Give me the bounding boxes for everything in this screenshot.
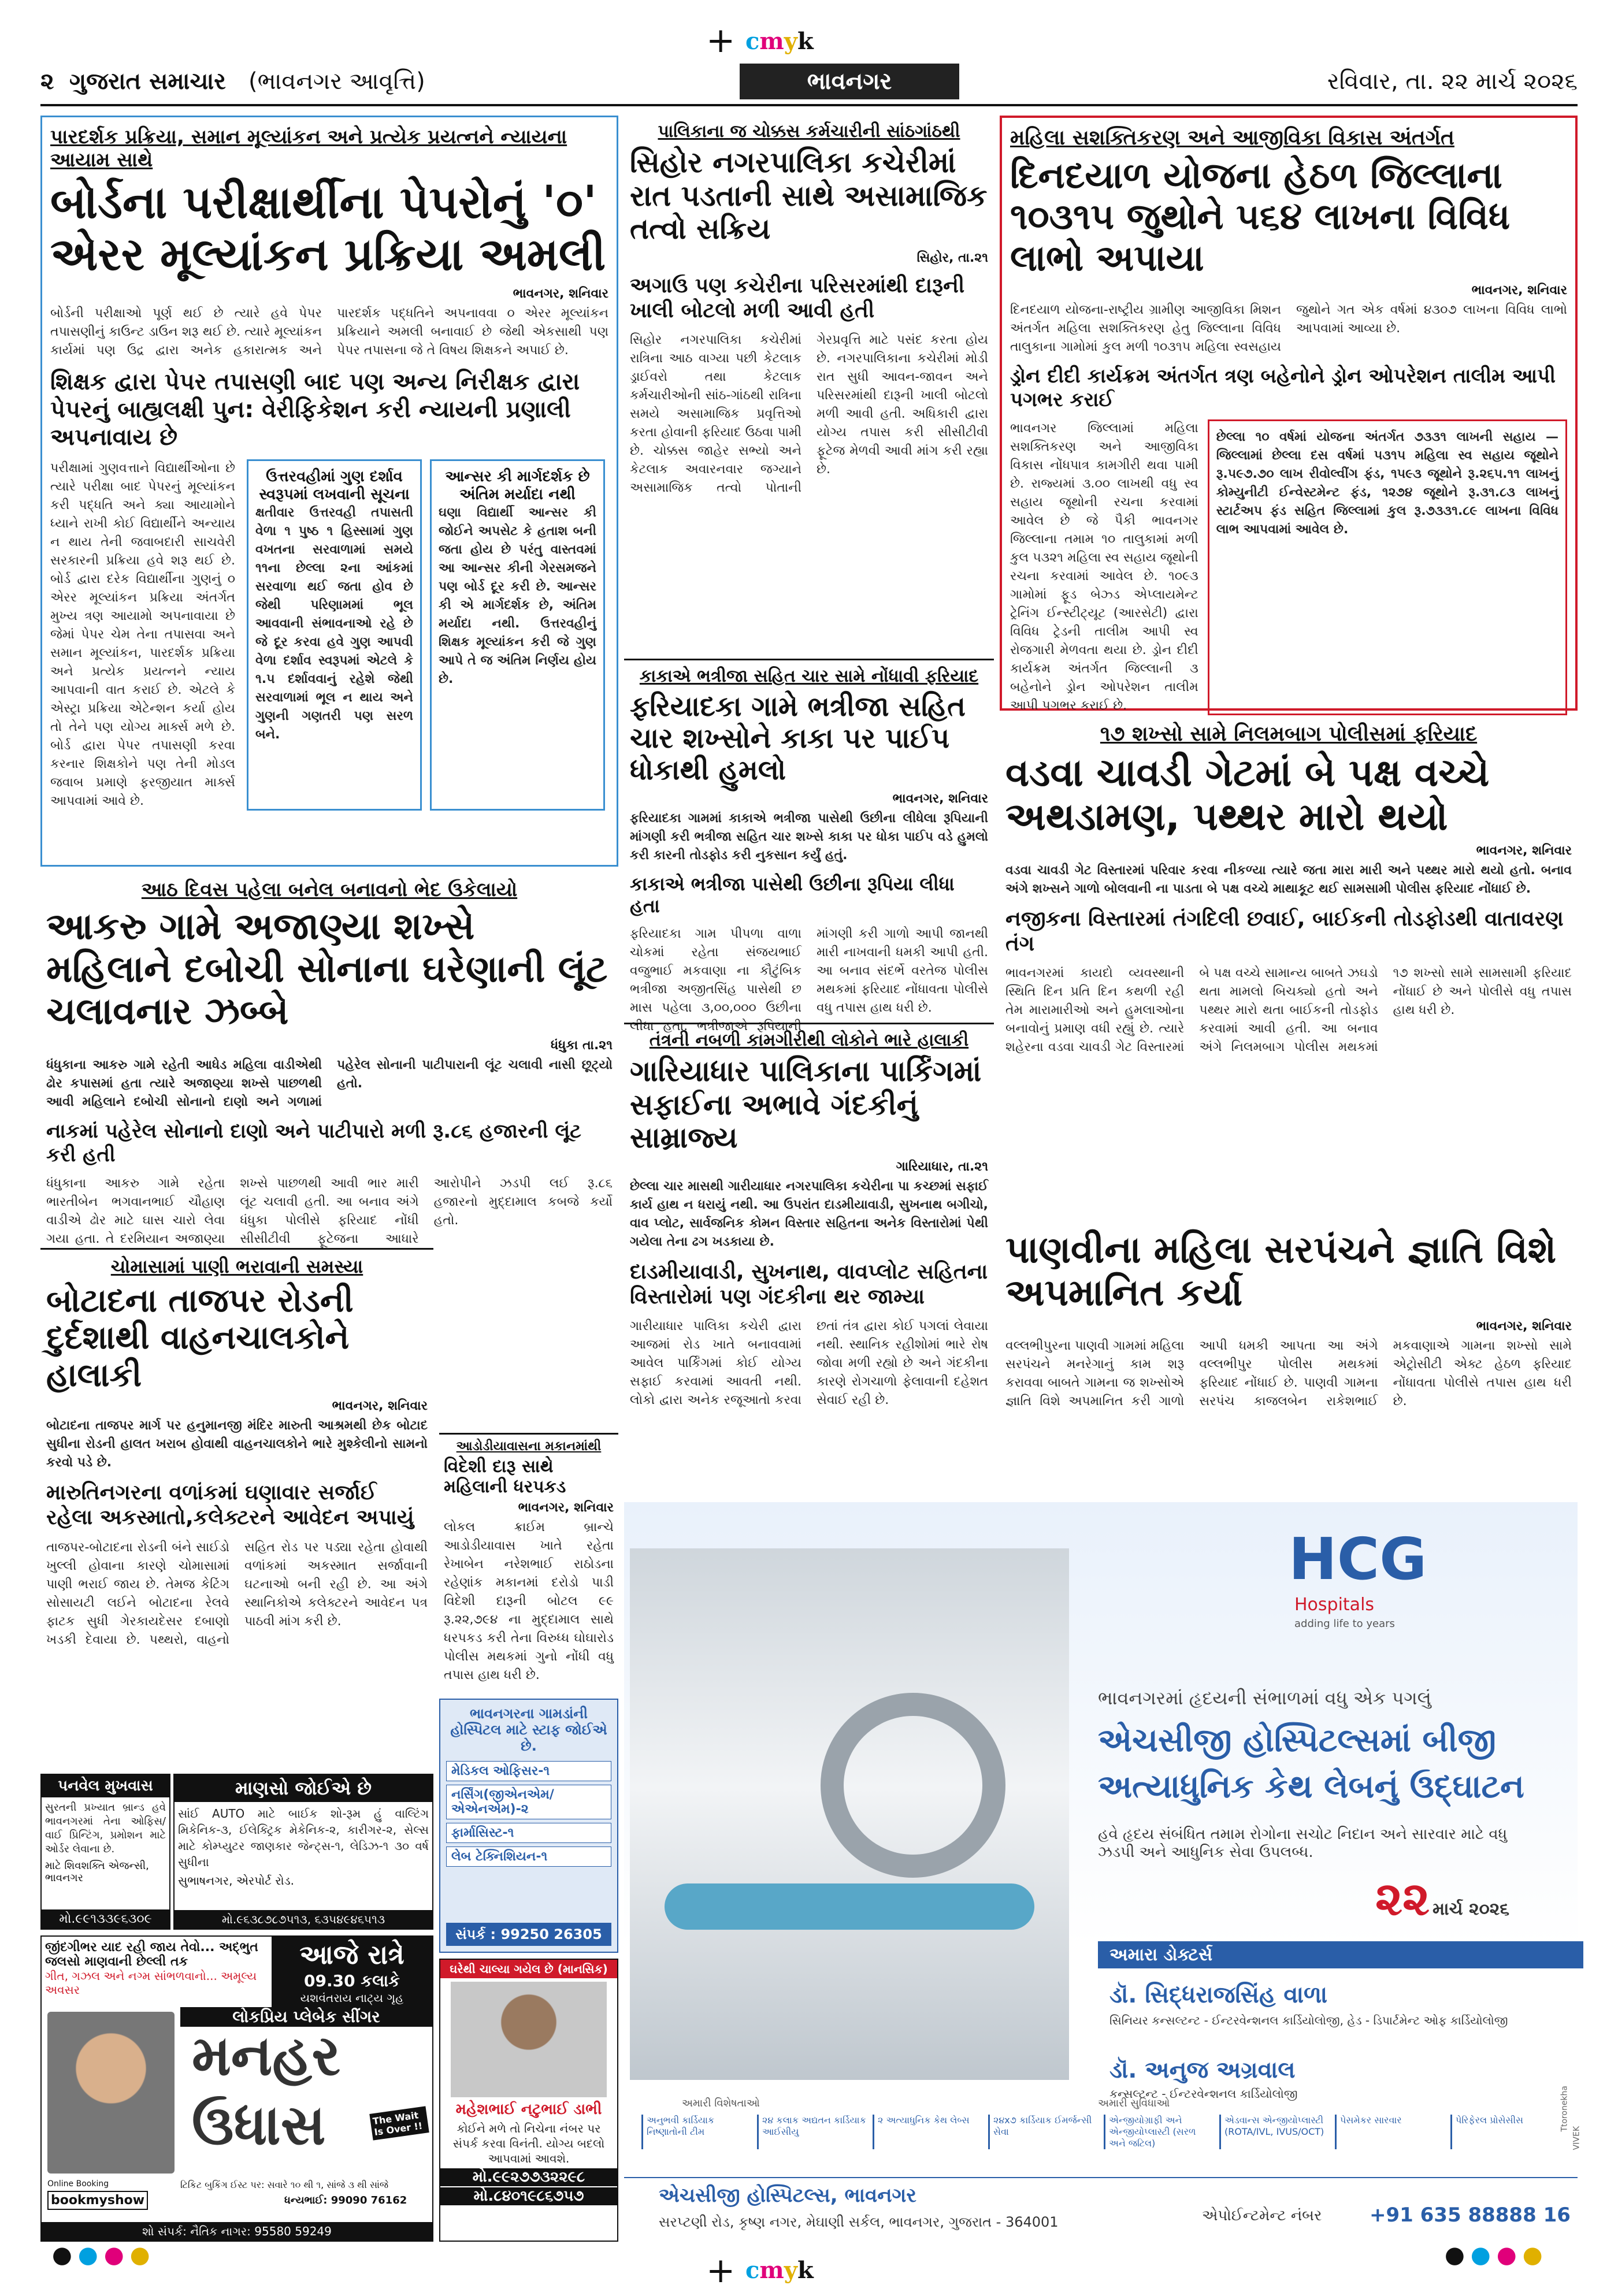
- story-liquor-arrest: [439, 1433, 618, 1693]
- dateline: ભાવનગર, શનિવાર: [518, 1500, 614, 1515]
- story-lead: ફરિયાદકા ગામમાં કાકાએ ભત્રીજા પાસેથી ઉછીના લીધેલા રૂપિયાની માંગણી કરી ભત્રીજા સહિત ચાર શખ્સે કાકા પર ધોકા પાઈપ વડે હુમલો કરી કારની તોડફોડ કરી નુકસાન કર્યું હતું.: [630, 811, 988, 863]
- hcg-facilities-label: અમારી સુવિધાઓ: [1098, 2097, 1170, 2109]
- aid-inset-box: [1208, 419, 1567, 715]
- missing-phone-1: મો.૯૯૨૭૭૩૨૨૯૮: [440, 2168, 617, 2186]
- story-headline: દિનદયાળ યોજના હેઠળ જિલ્લાના ૧૦૩૧૫ જુથોને ૫૬૪ લાખના વિવિધ લાભો અપાયા: [1010, 154, 1511, 279]
- concert-sub: ગીત, ગઝલ અને નગ્મ સાંભળવાનો... અમૂલ્ય અવસર: [45, 1969, 257, 1997]
- missing-photo: [451, 1982, 607, 2097]
- ad-title: ઘરેથી ચાલ્યા ગયેલ છે (માનસિક): [440, 1960, 617, 1978]
- hcg-date: [1375, 1872, 1509, 1926]
- hcg-feature-item: ૨૪ કલાક અદ્યતન કાર્ડિયાક આઈસીયુ: [757, 2115, 867, 2149]
- hcg-feature-item: એન્જીયોગ્રાફી અને એન્જીયોપ્લાસ્ટી (સરળ અને જટિલ): [1104, 2115, 1214, 2149]
- info-box-body: ઘણા વિદ્યાર્થી આન્સર કી જોઈને અપસેટ કે હતાશ બની જતા હોય છે પરંતુ વાસ્તવમાં આ આન્સર કીની ગેરસમજને પણ બોર્ડ દૂર કરી છે. આન્સર કી એ માર્ગદર્શક છે, અંતિમ મર્યાદા નથી. ઉત્તરવહીનું શિક્ષક મૂલ્યાંકન કરી જે ગુણ આપે તે જ અંતિમ નિર્ણય હોય છે.: [439, 506, 596, 687]
- hcg-date-rest: માર્ચ ૨૦૨૬: [1433, 1899, 1510, 1919]
- date-label: રવિવાર, તા. ૨૨ માર્ચ ૨૦૨૬: [1327, 68, 1578, 95]
- story-panavi-sarpanch: [1000, 1219, 1578, 1496]
- hcg-logo: HCG: [1289, 1525, 1427, 1593]
- hcg-doc-1: ડૉ. સિદ્ધરાજસિંહ વાળા: [1109, 1982, 1328, 2008]
- dateline: સિહોર, તા.૨૧: [916, 250, 988, 265]
- hcg-feature-item: એડવાન્સ એન્જીયોપ્લાસ્ટી (ROTA/IVL, IVUS/OCT): [1219, 2115, 1329, 2149]
- story-kicker: પારદર્શક પ્રક્રિયા, સમાન મૂલ્યાંકન અને પ્રત્યેક પ્રયત્નને ન્યાયના આયામ સાથે: [50, 125, 567, 172]
- color-dots-left: ●●●●: [52, 2242, 156, 2268]
- dateline: ભાવનગર, શનિવાર: [332, 1399, 428, 1414]
- story-body: ફરિયાદકા ગામ પીપળા વાળા ચોકમાં રહેતા સંજયભાઈ વજુભાઈ મકવાણા ના કૌટુંબિક ભત્રીજા અજીતસિંહ પાસેથી છ માસ પહેલા ૩,૦૦,૦૦૦ ઉછીના લીધા હતા. ભત્રીજાએ રૂપિયાની માંગણી કરી ગાળો આપી જાનથી મારી નાખવાની ધમકી આપી હતી. આ બનાવ સંદર્ભે વરતેજ પોલીસ મથકમાં ફરિયાદ નોંધાવતા પોલીસે વધુ તપાસ હાથ ધરી છે.: [630, 927, 988, 1034]
- ad-staff-item: મેડિકલ ઓફિસર-૧: [446, 1761, 611, 1781]
- story-subhead: ડ્રોન દીદી કાર્યક્રમ અંતર્ગત ત્રણ બહેનોને ડ્રોન ઓપરેશન તાલીમ આપી પગભર કરાઈ: [1010, 364, 1556, 411]
- story-lead: બોટાદના તાજપર માર્ગ પર હનુમાનજી મંદિર મારુતી આશ્રમથી છેક બોટાદ સુધીના રોડની હાલત ખરાબ હોવાથી વાહનચાલકોને ભારે મુશ્કેલીનો સામનો કરવો પડે છે.: [46, 1418, 428, 1470]
- cath-lab-table: [665, 1883, 1034, 1930]
- story-headline: ફરિયાદકા ગામે ભત્રીજા સહિત ચાર શખ્સોને કાકા પર પાઈપ ધોકાથી હુમલો: [630, 690, 966, 787]
- hcg-doc-2-role: કન્સલ્ટન્ટ - ઈન્ટરવેન્શનલ કાર્ડિયોલોજી: [1109, 2087, 1298, 2101]
- story-headline: ગારિયાધાર પાલિકાના પાર્કિંગમાં સફાઈના અભાવે ગંદકીનું સામ્રાજ્ય: [630, 1054, 982, 1154]
- hcg-feature-row: [641, 2115, 1560, 2149]
- cath-lab-image: [630, 1548, 1069, 2080]
- hcg-address: સરપ્ટણી રોડ, કૃષ્ણ નગર, મેઘાણી સર્કલ, ભાવનગર, ગુજરાત - 364001: [659, 2214, 1059, 2230]
- story-headline: પાણવીના મહિલા સરપંચને જ્ઞાતિ વિશે અપમાનિત કર્યા: [1005, 1229, 1557, 1314]
- story-body: લોકલ ક્રાઈમ બ્રાન્ચે આડોડીયાવાસ ખાતે રહેતા રેખાબેન નરેશભાઈ રાઠોડના રહેણાંક મકાનમાં દરોડો પાડી વિદેશી દારૂની બોટલ ૯૯ રૂ.૨૨,૭૯૪ ના મુદ્દામાલ સાથે ધરપકડ કરી તેના વિરુધ્ધ ઘોઘારોડ પોલીસ મથકમાં ગુનો નોંધી વધુ તપાસ હાથ ધરી છે.: [444, 1520, 614, 1682]
- story-subhead: શિક્ષક દ્વારા પેપર તપાસણી બાદ પણ અન્ય નિરીક્ષક દ્વારા પેપરનું બાહ્યલક્ષી પુન: વેરીફિકેશન કરી ન્યાયની પ્રણાલી અપનાવાય છે: [50, 369, 580, 451]
- singer-photo: [47, 2012, 175, 2174]
- concert-tonight: આજે રાત્રે: [299, 1939, 404, 1970]
- hcg-tagline: adding life to years: [1294, 1618, 1395, 1630]
- story-subhead: દાડમીયાવાડી, સુખનાથ, વાવપ્લોટ સહિતના વિસ્તારોમાં પણ ગંદકીના થર જામ્યા: [630, 1260, 988, 1309]
- story-board-exam: [40, 116, 618, 867]
- ad-body: સાંઈ AUTO માટે બાઈક શો-રૂમ હું વાલ્ટિંગ મિકેનિક-૩, ઈલેક્ટ્રિક મેકેનિક-૨, કારીગર-૨, સેલ્સ માટે કોમ્પ્યુટર જાણકાર જેન્ટ્સ-૧, લેડિઝ-૧ ૩૦ વર્ષ સુધીના: [178, 1807, 429, 1869]
- ad-staff-item: નર્સિંગ(જીએનએમ/એએનએમ)-૨: [446, 1785, 611, 1819]
- ad-mukhvas: [40, 1774, 170, 1930]
- dateline: ગારિયાધાર, તા.૨૧: [896, 1159, 988, 1174]
- booking-label: Online Booking: [47, 2179, 109, 2189]
- story-kicker: મહિલા સશક્તિકરણ અને આજીવિકા વિકાસ અંતર્ગત: [1010, 126, 1454, 150]
- story-kicker: આઠ દિવસ પહેલા બનેલ બનાવનો ભેદ ઉકેલાયો: [141, 878, 518, 901]
- story-subhead: કાકાએ ભત્રીજા પાસેથી ઉછીના રૂપિયા લીધા હતા: [630, 872, 955, 917]
- hcg-feature-item: અનુભવી કાર્ડિયાક નિષ્ણાતોની ટીમ: [641, 2115, 751, 2149]
- story-body: વલ્લભીપુરના પાણવી ગામમાં મહિલા સરપંચને મનરેગાનું કામ શરૂ કરાવવા બાબતે ગામના જ શખ્સોએ જ્ઞાતિ વિશે અપમાનિત કરી ગાળો આપી ધમકી આપતા આ અંગે વલ્લભીપુર પોલીસ મથકમાં ફરિયાદ નોંધાઈ છે. પાણવી ગામના સરપંચ કાજલબેન રાકેશભાઈ મકવાણાએ ગામના શખ્સો સામે એટ્રોસીટી એક્ટ હેઠળ ફરિયાદ નોંધાવતા પોલીસે તપાસ હાથ ધરી છે.: [1005, 1339, 1572, 1409]
- hcg-features-label: અમારી વિશેષતાઓ: [682, 2097, 760, 2109]
- ad-title: પનવેલ મુખવાસ: [42, 1775, 169, 1797]
- cmyk-mark-top: cmyk: [745, 28, 814, 55]
- ad-staff-item: ફાર્માસિસ્ટ-૧: [446, 1823, 611, 1843]
- concert-ticket: ટિકિટ બુકિંગ ઈસ્ટ પર: સવારે ૧૦ થી ૧, સાંજે ૩ થી સાંજે: [180, 2179, 389, 2190]
- story-lead: ધંધુકાના આકરુ ગામે રહેતી આધેડ મહિલા વાડીએથી ઢોર કપાસમાં હતા ત્યારે અજાણ્યા શખ્સે પાછળથી આવી મહિલાને દબોચી સોનાનો દાણો અને ગળામાં પહેરેલ સોનાની પાટીપારાની લૂંટ ચલાવી નાસી છૂટ્યો હતો.: [46, 1057, 613, 1109]
- story-subhead: મારુતિનગરના વળાંકમાં ઘણાવાર સર્જાઈ રહેલા અકસ્માતો,કલેક્ટરને આવેદન અપાયું: [46, 1481, 414, 1530]
- story-lead: બોર્ડની પરીક્ષાઓ પૂર્ણ થઈ છે ત્યારે હવે પેપર તપાસણીનું કાઉન્ટ ડાઉન શરૂ થઈ છે. ત્યારે મૂલ્યાંકન કાર્યમાં પણ ઉદ્ર દ્વારા અનેક હકારાત્મક અને પારદર્શક પદ્ધતિને અપનાવવા ૦ એરર મૂલ્યાંકન પ્રક્રિયાને અમલી બનાવાઈ છે જેથી એકસાથી પણ પેપર તપાસના જે તે વિષય શિક્ષકને અપાઈ છે.: [50, 306, 608, 358]
- ad-concert: [40, 1935, 433, 2242]
- info-box-answer-key: [430, 459, 605, 811]
- story-body: પરીક્ષામાં ગુણવત્તાને વિદ્યાર્થીઓના છે ત્યારે પરીક્ષા બાદ પેપરનું મૂલ્યાંકન કરી પદ્ધતિ અને ક્યા આયામોને ધ્યાને રાખી કોઈ વિદ્યાર્થીને અન્યાય ન થાય તેની જવાબદારી સાચવેરી સરકારની પ્રક્રિયા હવે શરૂ થઈ છે. બોર્ડ દ્વારા દરેક વિદ્યાર્થીના ગુણનું ૦ એરર મૂલ્યાંકન પ્રક્રિયા અંતર્ગત મુખ્ય ત્રણ આયામો અપનાવાયા છે જેમાં પેપર ચેમ તેના તપાસવા અને સમાન મૂલ્યાંકન, પારદર્શક પ્રક્રિયા અને પ્રત્યેક પ્રયત્નને ન્યાય આપવાની વાત કરાઈ છે. એટલે કે એસ્ટ્રા પ્રક્રિયા એટેન્શન કર્યા હોય તો તેને પણ યોગ્ય માર્ક્સ મળે છે. બોર્ડ દ્વારા પેપર તપાસણી કરવા કરનાર શિક્ષકોને પણ તેની મોડલ જવાબ પ્રમાણે ફરજીયાત માર્ક્સ આપવામાં આવે છે.: [50, 461, 235, 809]
- story-headline: બોટાદના તાજપર રોડની દુર્દશાથી વાહનચાલકોને હાલાકી: [46, 1282, 354, 1394]
- dateline: ભાવનગર, શનિવાર: [892, 791, 988, 806]
- story-body: સિહોર નગરપાલિકા કચેરીમાં રાત્રિના આઠ વાગ્યા પછી કેટલાક ડ્રાઈવરો તથા કેટલાક કર્મચારીઓની સાંઠ-ગાંઠથી રાત્રિના સમયે અસામાજિક પ્રવૃત્તિઓ કરતા હોવાની ફરિયાદ ઉઠવા પામી છે. ચોક્કસ જાહેર સભ્યો અને કેટલાક અવારનવાર જગ્યાને અસામાજિક તત્વો પોતાની ગેરપ્રવૃત્તિ માટે પસંદ કરતા હોય છે. નગરપાલિકાના કચેરીમાં મોડી રાત સુધી આવન-જાવન અને પરિસરમાંથી દારૂની ખાલી બોટલો મળી આવી હતી. અધિકારી દ્વારા યોગ્ય તપાસ કરી સીસીટીવી ફૂટેજ મેળવી આવી માંગ કરી રહ્યા છે.: [630, 332, 988, 495]
- dateline: ભાવનગર, શનિવાર: [513, 287, 608, 302]
- bookmyshow-logo[interactable]: bookmyshow: [47, 2191, 148, 2210]
- story-headline: સિહોર નગરપાલિકા કચેરીમાં રાત પડતાની સાથે અસામાજિક તત્વો સક્રિય: [630, 146, 988, 246]
- story-kicker: આડોડીયાવાસના મકાનમાંથી: [456, 1439, 602, 1454]
- page-header: [40, 64, 1578, 106]
- story-kicker: ૧૭ શખ્સો સામે નિલમબાગ પોલીસમાં ફરિયાદ: [1100, 722, 1478, 746]
- story-body: ભાવનગરમાં કાયદો વ્યવસ્થાની સ્થિતિ દિન પ્રતિ દિન કથળી રહી તેમ મારામારીઓ અને હુમલાઓના બનાવોનું પ્રમાણ વધી રહ્યું છે. ત્યારે શહેરના વડવા ચાવડી ગેટ વિસ્તારમાં બે પક્ષ વચ્ચે સામાન્ય બાબતે ઝઘડો થતા મામલો બિચક્યો હતો અને પથ્થર મારો થતા બાઈકની તોડફોડ કરવામાં આવી હતી. આ બનાવ અંગે નિલમબાગ પોલીસ મથકમાં ૧૭ શખ્સો સામે સામસામી ફરિયાદ નોંધાઈ છે અને પોલીસે વધુ તપાસ હાથ ધરી છે.: [1005, 966, 1572, 1055]
- story-lead: વડવા ચાવડી ગેટ વિસ્તારમાં પરિવાર કરવા નીકળ્યા ત્યારે જતા મારા મારી અને પથ્થર મારો થયો હતો. બનાવ અંગે શખ્સને ગાળો બોલવાની ના પાડતા બે પક્ષ વચ્ચે માથાકૂટ થઈ સામસામી પોલીસ ફરિયાદ નોંધાઈ છે.: [1005, 863, 1572, 896]
- ad-hospital-staff: [439, 1699, 618, 1953]
- story-subhead: નજીકના વિસ્તારમાં તંગદિલી છવાઈ, બાઈકની તોડફોડથી વાતાવરણ તંગ: [1005, 906, 1564, 956]
- concert-badge: The Wait Is Over !!: [369, 2106, 429, 2140]
- ad-body: સુરતની પ્રખ્યાત બ્રાન્ડ હવે ભાવનગરમાં તેના ઓફિસ/વાઈ પ્રિન્ટિંગ, પ્રમોશન માટે ઓર્ડર લેવાના છે.: [45, 1801, 166, 1855]
- dateline: ભાવનગર, શનિવાર: [1476, 1319, 1572, 1334]
- cath-lab-arm: [821, 1693, 1005, 1878]
- ad-hcg-hospital: [624, 1502, 1581, 2242]
- registration-mark-bottom: +: [706, 2250, 736, 2291]
- hcg-doc-1-role: સિનિયર કન્સલ્ટન્ટ - ઈન્ટરવેન્શનલ કાર્ડિયોલોજી, હેડ - ડિપાર્ટમેન્ટ ઓફ કાર્ડિયોલોજી: [1109, 2013, 1508, 2027]
- ad-address: માટે શિવશક્તિ એજન્સી, ભાવનગર: [45, 1860, 149, 1884]
- story-body: તાજપર-બોટાદના રોડની બંને સાઈડો ખુલ્લી હોવાના કારણે ચોમાસામાં પાણી ભરાઈ જાય છે. તેમજ કેટિંગ સોસાયટી લઈને બોટાદના રેલવે ફાટક સુધી ગેરકાયદેસર દબાણો ખડકી દેવાયા છે. પથ્થરો, વાહનો સહિત રોડ પર પડ્યા રહેતા હોવાથી વળાંકમાં અકસ્માત સર્જાવાની ઘટનાઓ બની રહી છે. આ અંગે સ્થાનિકોએ કલેક્ટરને આવેદન પત્ર પાઠવી માંગ કરી છે.: [46, 1540, 428, 1647]
- ad-phone: મો.૯૬૩૮૭૮૭૫૧૩, ૬૩૫૪૯૪૬૫૧૩: [175, 1910, 432, 1929]
- ad-jobs: [173, 1774, 433, 1930]
- hcg-line-4: હવે હૃદય સંબંધિત તમામ રોગોના સચોટ નિદાન અને સારવાર માટે વધુ ઝડપી અને આધુનિક સેવા ઉપલબ્ધ.: [1098, 1826, 1508, 1861]
- hcg-vertical-credit-2: VIVEK: [1572, 2126, 1581, 2150]
- story-dindayal-yojana: [1000, 116, 1578, 714]
- missing-name: મહેશભાઈ નટુભાઈ ડાભી: [455, 2101, 602, 2118]
- story-headline: વિદેશી દારૂ સાથે મહિલાની ધરપકડ: [444, 1457, 566, 1497]
- concert-time: 09.30 કલાકે: [303, 1971, 400, 1990]
- hcg-doctors-label: અમારા ડોક્ટર્સ: [1098, 1941, 1583, 1968]
- story-kicker: કાકાએ ભત્રીજા સહિત ચાર સામે નોંધાવી ફરિયાદ: [639, 666, 979, 686]
- section-label: ભાવનગર: [740, 64, 959, 99]
- ad-missing-person: [439, 1959, 618, 2242]
- story-headline: બોર્ડના પરીક્ષાર્થીના પેપરોનું '૦' એરર મૂલ્યાંકન પ્રક્રિયા અમલી: [50, 177, 606, 281]
- paper-name: ગુજરાત સમાચાર: [69, 68, 226, 95]
- story-lead: છેલ્લા ચાર માસથી ગારીયાધાર નગરપાલિકા કચેરીના પા કચ્છમાં સફાઈ કાર્ય હાથ ન ધરાયું નથી. આ ઉપરાંત દાડમીયાવાડી, સુખનાથ બગીચો, વાવ પ્લોટ, સાર્વજનિક કોમન વિસ્તાર સહિતના અનેક વિસ્તારોમાં પેથી ગયેલા તેના ઢગ ખડકાયા છે.: [630, 1179, 988, 1249]
- ad-title: ભાવનગરના ગામડાંની હોસ્પિટલ માટે સ્ટાફ જોઈએ છે.: [450, 1706, 607, 1754]
- dateline: ધંધુકા તા.૨૧: [550, 1038, 613, 1053]
- hcg-feature-item: પેરિફેરલ પ્રોસેસીસ: [1450, 2115, 1560, 2149]
- hcg-doc-2: ડૉ. અનુજ અગ્રવાલ: [1109, 2057, 1296, 2083]
- story-kicker: તંત્રની નબળી કામગીરીથી લોકોને ભારે હાલાકી: [649, 1030, 969, 1050]
- info-box-title: આન્સર કી માર્ગદર્શક છે અંતિમ મર્યાદા નથી: [445, 468, 590, 504]
- story-vadva-clash: [1000, 716, 1578, 1213]
- ad-staff-item: લેબ ટેક્નિશિયન-૧: [446, 1847, 611, 1867]
- dateline: ભાવનગર, શનિવાર: [1476, 843, 1572, 858]
- hcg-hospitals: Hospitals: [1294, 1595, 1375, 1615]
- story-body: ગારીયાધાર પાલિકા કચેરી દ્વારા આજમાં રોડ ખાતે બનાવવામાં આવેલ પાર્કિંગમાં કોઈ યોગ્ય સફાઈ કરવામાં આવતી નથી. લોકો દ્વારા અનેક રજૂઆતો કરવા છતાં તંત્ર દ્વારા કોઈ પગલાં લેવાયા નથી. સ્થાનિક રહીશોમાં ભારે રોષ જોવા મળી રહ્યો છે અને ગંદકીના કારણે રોગચાળો ફેલાવાની દહેશત સેવાઈ રહી છે.: [630, 1318, 988, 1407]
- aid-inset-text: છેલ્લા ૧૦ વર્ષમાં યોજના અંતર્ગત ૭૩૩૧ લાખની સહાય — જિલ્લામાં છેલ્લા દસ વર્ષમાં ૫૩૧૫ મહિલા સ્વ સહાય જૂથોને રૂ.૫૯૭.૭૦ લાખ રીવોલ્વીંગ ફંડ, ૧૫૯૩ જૂથોને રૂ.૨૬૫.૧૧ લાખનું કોમ્યુનીટી ઈન્વેસ્ટમેન્ટ ફંડ, ૧૨૭૪ જૂથોને રૂ.૩૧.૮૩ લાખનું સ્ટાર્ટઅપ ફંડ સહિત જિલ્લામાં કુલ રૂ.૭૩૩૧.૮૯ લાખના વિવિધ લાભ આપવામાં આવેલ છે.: [1216, 430, 1558, 537]
- hcg-appt-label: એપોઈન્ટમેન્ટ નંબર: [1202, 2207, 1322, 2224]
- concert-venue: યશવંતરાય નાટ્ય ગૃહ: [300, 1991, 404, 2005]
- hcg-feature-item: પેસમેકર સારવાર: [1335, 2115, 1445, 2149]
- story-body: ભાવનગર જિલ્લામાં મહિલા સશક્તિકરણ અને આજીવિકા વિકાસ નોંધપાત્ર કામગીરી થવા પામી છે. રાજ્યમાં ૩.૦૦ લાખથી વધુ સ્વ સહાય જૂથોની રચના કરવામાં આવેલ છે જે પૈકી ભાવનગર જિલ્લાના તમામ ૧૦ તાલુકામાં મળી કુલ ૫૩૨૧ મહિલા સ્વ સહાય જૂથોની રચના કરવામાં આવેલ છે. ૧૦૯૩ ગામોમાં ફૂડ બેઝ્ડ એપ્લાયમેન્ટ ટ્રેનિંગ ઈન્સ્ટીટ્યૂટ (આરસેટી) દ્વારા વિવિધ ટ્રેડની તાલીમ આપી સ્વ રોજગારી મેળવતા થયા છે. ડ્રોન દીદી કાર્યક્રમ અંતર્ગત જિલ્લાની ૩ બહેનોને ડ્રોન ઓપરેશન તાલીમ આપી પગભર કરાઈ છે.: [1010, 421, 1198, 714]
- story-akaru-robbery: [40, 872, 618, 1247]
- registration-mark-top: +: [706, 20, 736, 61]
- hcg-footer: [624, 2177, 1578, 2242]
- hcg-line-3: અત્યાધુનિક કેથ લેબનું ઉદ્ઘાટન: [1098, 1768, 1524, 1805]
- hcg-vertical-credit-1: Ttoronekha: [1560, 2086, 1569, 2132]
- ad-address: સુભાષનગર, એરપોર્ટ રોડ.: [178, 1874, 294, 1888]
- concert-singer-2: ઉધાસ: [192, 2093, 326, 2157]
- ad-title: માણસો જોઈએ છે: [175, 1775, 432, 1802]
- info-box-body: ક્ષતીવાર ઉત્તરવહી તપાસતી વેળા ૧ પુષ્ઠ ૧ હિસ્સામાં ગુણ વખતના સરવાળામાં સમયે ૧૧ના છેલ્લા ૨ના આંકમાં સરવાળા થઈ જતા હોવ છે જેથી પરિણામમાં ભૂલ આવવાની સંભાવનાઓ રહે છે જે દૂર કરવા હવે ગુણ આપવી વેળા દર્શાવ સ્વરૂપમાં એટલે કે ૧.૫ દર્શાવવાનું રહેશે જેથી સરવાળામાં ભૂલ ન થાય અને ગુણની ગણતરી પણ સરળ બને.: [255, 506, 413, 742]
- ad-phone: મો.૯૯૧૩૩૯૬૩૦૯: [42, 1909, 169, 1929]
- hcg-feature-item: ૨ અત્યાધુનિક કેથ લેબ્સ: [873, 2115, 982, 2149]
- story-botad-road: [40, 1248, 433, 1699]
- story-headline: આકરુ ગામે અજાણ્યા શખ્સે મહિલાને દબોચી સોનાના ઘરેણાની લૂંટ ચલાવનાર ઝબ્બે: [46, 905, 608, 1034]
- concert-singer-1: મનહર: [192, 2023, 341, 2088]
- story-sihor-office: [624, 116, 994, 653]
- ad-body: કોઈને મળે તો નિચેના નંબર પર સંપર્ક કરવા વિનંતી. યોગ્ય બદલો આપવામાં આવશે.: [452, 2122, 605, 2165]
- hcg-footer-name: એચસીજી હોસ્પિટલ્સ, ભાવનગર: [659, 2184, 916, 2207]
- concert-sponsor: શો સંપર્ક: નૈતિક નાગર: 95580 59249: [42, 2222, 432, 2241]
- story-headline: વડવા ચાવડી ગેટમાં બે પક્ષ વચ્ચે અથડામણ, પથ્થર મારો થયો: [1005, 751, 1490, 839]
- concert-tag: લોકપ્રિય પ્લેબેક સીંગર: [180, 2007, 432, 2027]
- story-gariyadhar-parking: [624, 1023, 994, 1496]
- story-lead: દિનદયાળ યોજના-રાષ્ટ્રીય ગ્રામીણ આજીવિકા મિશન અંતર્ગત મહિલા સશક્તિકરણ હેતુ જિલ્લાના વિવિધ તાલુકાના ગામોમાં કુલ મળી ૧૦૩૧૫ મહિલા સ્વસહાય જુથોને ગત એક વર્ષમાં ૪૩૦૭ લાખના વિવિધ લાભો આપવામાં આવ્યા છે.: [1010, 302, 1567, 354]
- page-number: ૨: [40, 68, 54, 95]
- story-kicker: પાલિકાના જ ચોક્કસ કર્મચારીની સાંઠગાંઠથી: [658, 121, 960, 142]
- cmyk-mark-bottom: cmyk: [745, 2257, 814, 2284]
- hcg-date-big: ૨૨: [1375, 1872, 1430, 1926]
- story-subhead: અગાઉ પણ કચેરીના પરિસરમાંથી દારૂની ખાલી બોટલો મળી આવી હતી: [630, 273, 965, 322]
- concert-phone: ધન્યભાઈ: 99090 76162: [284, 2194, 407, 2206]
- info-box-marks: [247, 459, 422, 811]
- story-subhead: નાકમાં પહેરેલ સોનાનો દાણો અને પાટીપારો મળી રૂ.૮૬ હજારની લૂંટ કરી હતી: [46, 1119, 581, 1166]
- story-fariyadka-attack: [624, 659, 994, 1034]
- edition-label: (ભાવનગર આવૃત્તિ): [248, 68, 425, 95]
- hcg-line-1: ભાવનગરમાં હૃદયની સંભાળમાં વધુ એક પગલું: [1098, 1687, 1431, 1709]
- missing-phone-2: મો.૮૪૦૧૯૮૬૭૫૭: [440, 2187, 617, 2205]
- ad-staff-list: [446, 1761, 611, 1867]
- story-kicker: ચોમાસામાં પાણી ભરાવાની સમસ્યા: [110, 1255, 363, 1277]
- ad-contact: સંપર્ક : 99250 26305: [446, 1923, 611, 1946]
- info-box-title: ઉત્તરવહીમાં ગુણ દર્શાવ સ્વરૂપમાં લખવાની સૂચના: [259, 468, 410, 504]
- hcg-phone[interactable]: +91 635 88888 16: [1370, 2204, 1571, 2227]
- dateline: ભાવનગર, શનિવાર: [1471, 283, 1567, 298]
- concert-top: જીંદગીભર યાદ રહી જાય તેવો... અદ્ભુત જલસો માણવાની છેલ્લી તક: [45, 1940, 258, 1969]
- hcg-feature-item: ૨૪x૭ કાર્ડિયાક ઈમર્જન્સી સેવા: [988, 2115, 1098, 2149]
- story-body: ધંધુકાના આકરુ ગામે રહેતા ભારતીબેન ભગવાનભાઈ ચૌહાણ વાડીએ ઢોર માટે ઘાસ ચારો લેવા ગયા હતા. તે દરમિયાન અજાણ્યા શખ્સે પાછળથી આવી ભાર મારી લૂંટ ચલાવી હતી. આ બનાવ અંગે ધંધુકા પોલીસે ફરિયાદ નોંધી સીસીટીવી ફૂટેજના આધારે આરોપીને ઝડપી લઈ રૂ.૮૬ હજારનો મુદ્દામાલ કબજે કર્યો હતો.: [46, 1176, 613, 1247]
- color-dots-right: ●●●●: [1445, 2242, 1549, 2268]
- hcg-line-2: એચસીજી હોસ્પિટલ્સમાં બીજી: [1098, 1722, 1496, 1759]
